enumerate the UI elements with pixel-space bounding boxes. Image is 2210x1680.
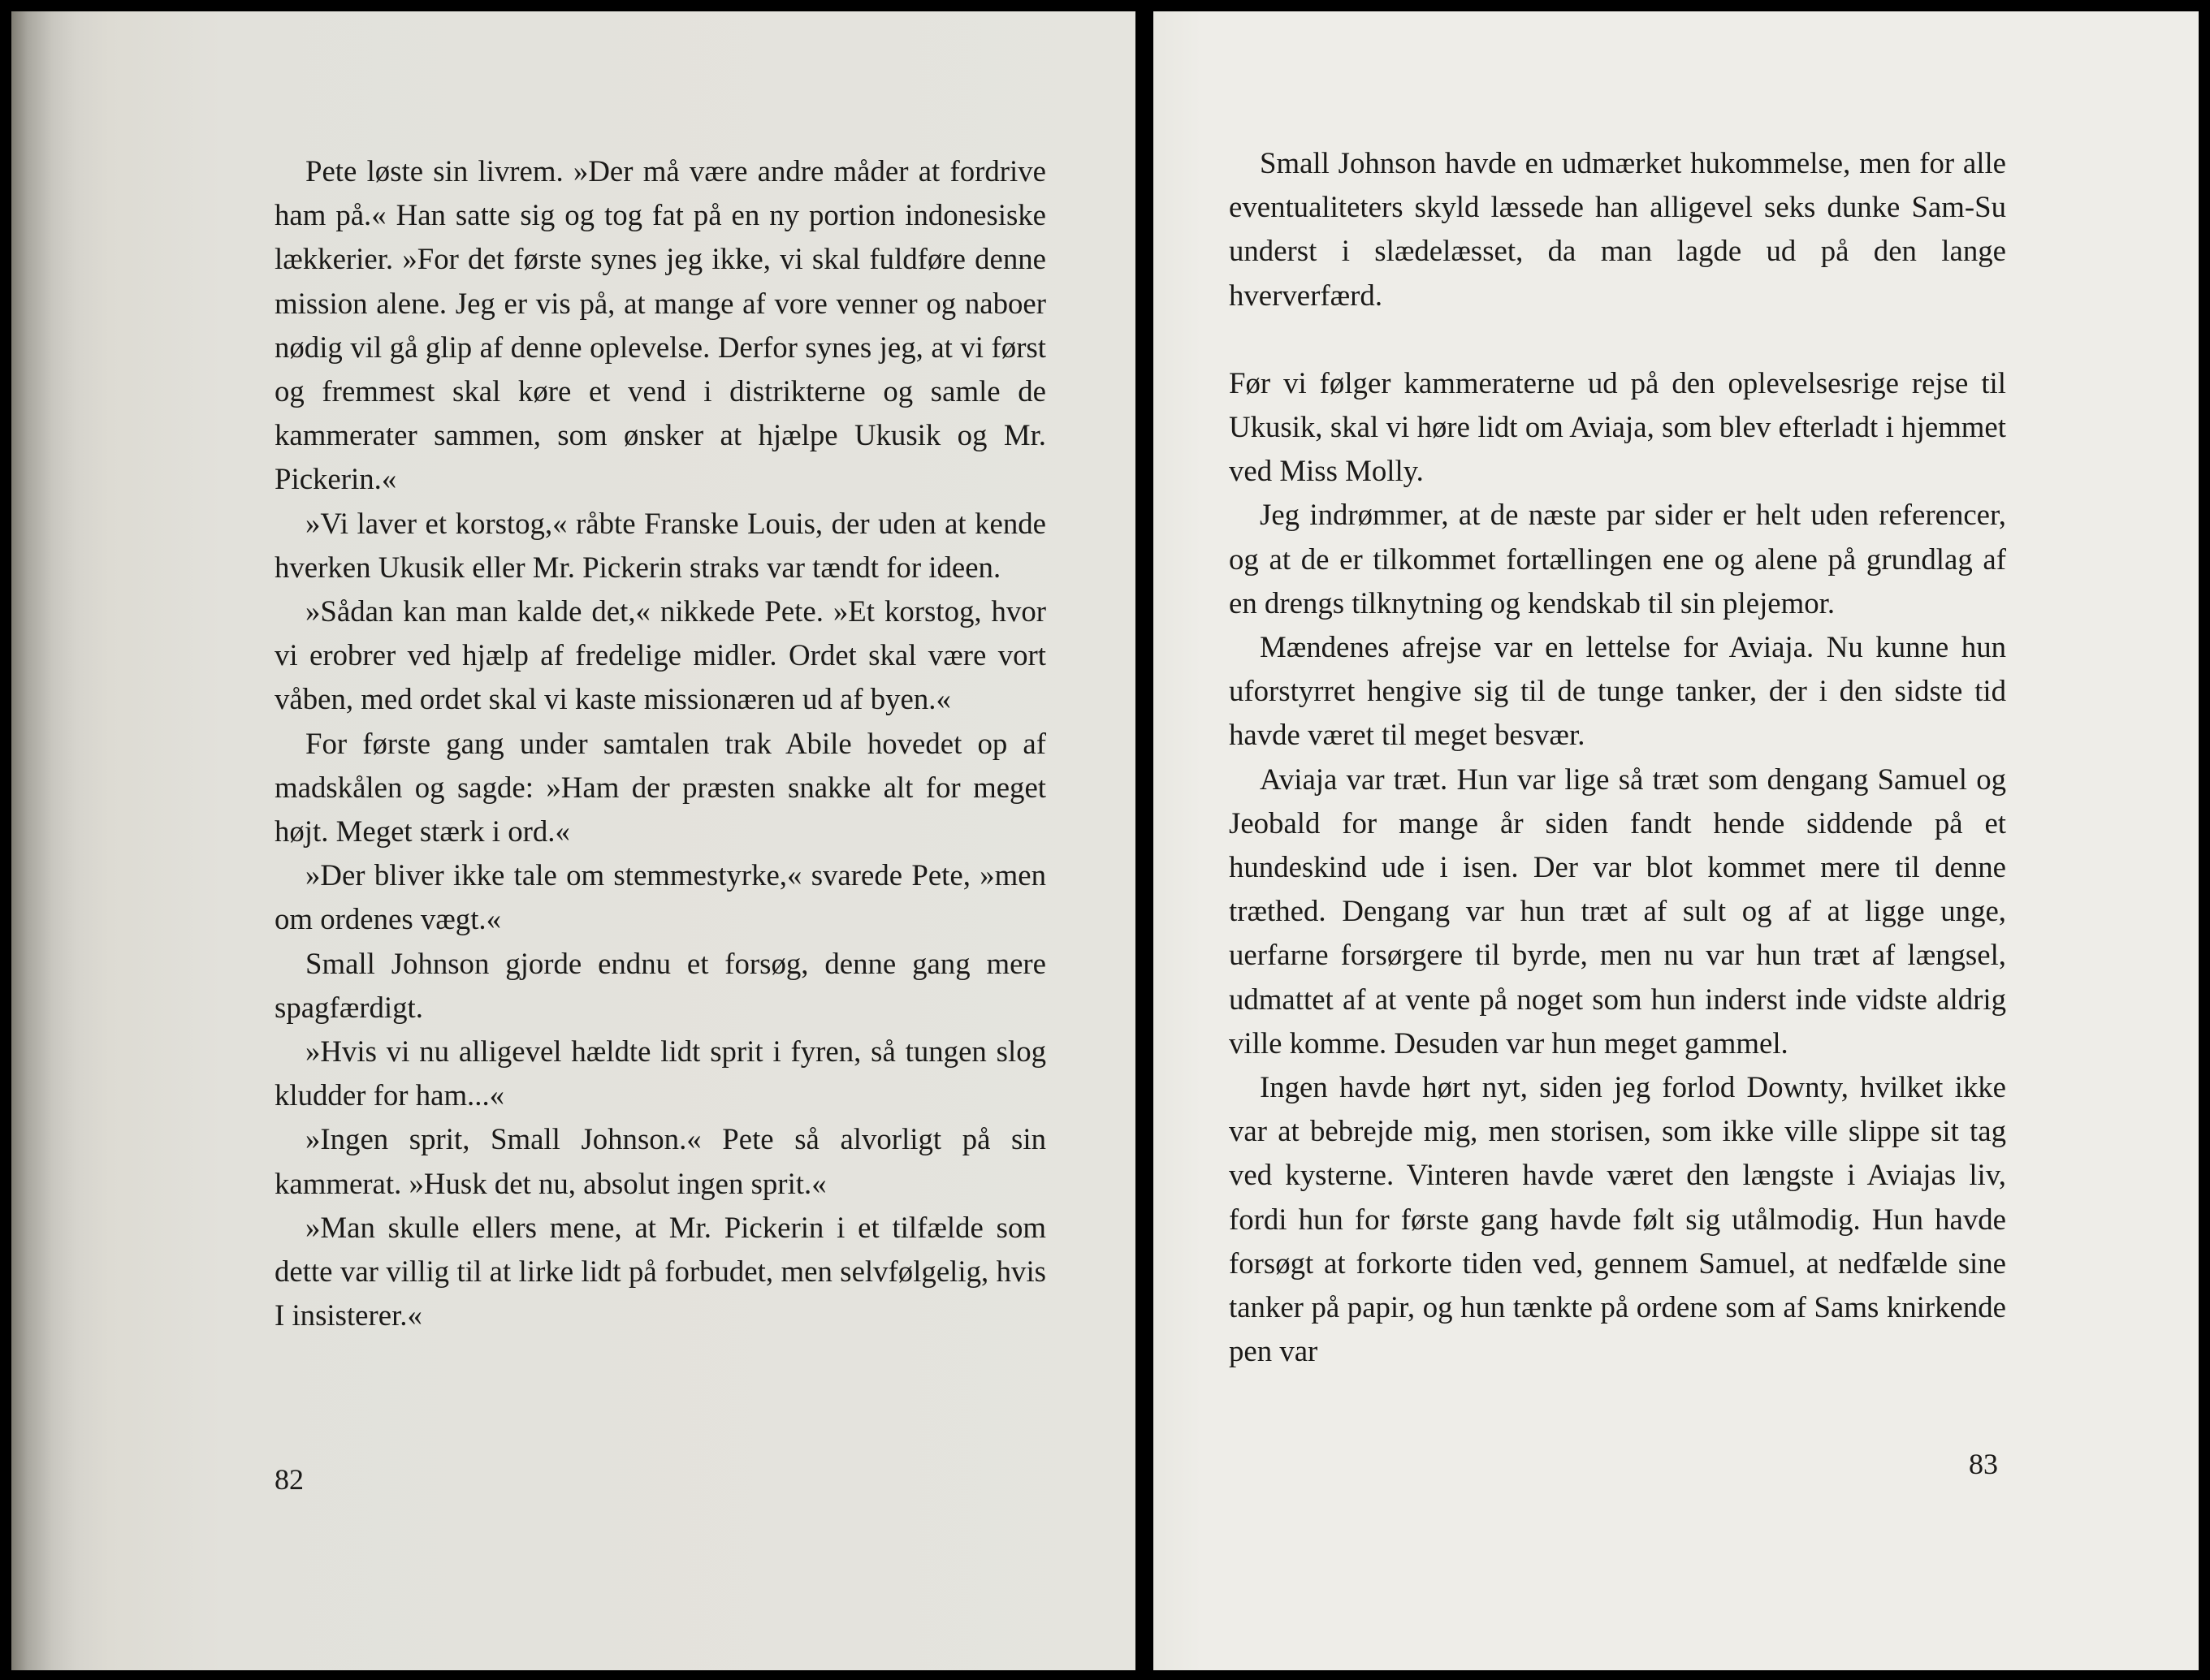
page-number-left: 82 bbox=[275, 1463, 304, 1496]
page-number-right: 83 bbox=[1969, 1448, 1998, 1480]
paragraph: Mændenes afrejse var en lettelse for Aviaja. Nu kunne hun uforstyrret hengive sig til de tunge tanker, der i den sidste tid havde været til meget besvær. bbox=[1229, 630, 2006, 752]
right-page-text bbox=[1229, 141, 2006, 1373]
paragraph: Jeg indrømmer, at de næste par sider er helt uden referencer, og at de er tilkommet fortællingen ene og alene på grundlag af en drengs tilknytning og kendskab til sin plejemor. bbox=[1229, 498, 2006, 620]
paragraph: »Man skulle ellers mene, at Mr. Pickerin i et tilfælde som dette var villig til at lirke lidt på forbudet, men selvfølgelig, hvis I insisterer.« bbox=[275, 1210, 1046, 1332]
left-page bbox=[11, 11, 1135, 1670]
left-page-text bbox=[275, 149, 1046, 1337]
right-page bbox=[1153, 11, 2199, 1670]
paragraph: »Ingen sprit, Small Johnson.« Pete så alvorligt på sin kammerat. »Husk det nu, absolut ingen sprit.« bbox=[275, 1122, 1046, 1200]
paragraph: Small Johnson havde en udmærket hukommelse, men for alle eventualiteters skyld læssede han alligevel seks dunke Sam-Su underst i slædelæsset, da man lagde ud på den lange hververfærd. bbox=[1229, 146, 2006, 312]
paragraph: »Vi laver et korstog,« råbte Franske Louis, der uden at kende hverken Ukusik eller Mr. Pickerin straks var tændt for ideen. bbox=[275, 506, 1046, 584]
paragraph: »Hvis vi nu alligevel hældte lidt sprit i fyren, så tungen slog kludder for ham...« bbox=[275, 1034, 1046, 1112]
paragraph: Pete løste sin livrem. »Der må være andre måder at fordrive ham på.« Han satte sig og tog fat på en ny portion indonesiske lækkerier. »For det første synes jeg ikke, vi skal fuldføre denne mission alene. Jeg er vis på, at mange af vore venner og naboer nødig vil gå glip af denne oplevelse. Derfor synes jeg, at vi først og fremmest skal køre et vend i distrikterne og samle de kammerater sammen, som ønsker at hjælpe Ukusik og Mr. Pickerin.« bbox=[275, 154, 1046, 496]
paragraph: Small Johnson gjorde endnu et forsøg, denne gang mere spagfærdigt. bbox=[275, 946, 1046, 1024]
paragraph: »Der bliver ikke tale om stemmestyrke,« svarede Pete, »men om ordenes vægt.« bbox=[275, 858, 1046, 936]
paragraph: Før vi følger kammeraterne ud på den oplevelsesrige rejse til Ukusik, skal vi høre lidt om Aviaja, som blev efterladt i hjemmet ved Miss Molly. bbox=[1229, 365, 2006, 488]
paragraph: Aviaja var træt. Hun var lige så træt som dengang Samuel og Jeobald for mange år siden fandt hende siddende på et hundeskind ude i isen. Der var blot kommet mere til denne træthed. Dengang var hun træt af sult og af at ligge unge, uerfarne forsørgere til byrde, men nu var hun træt af længsel, udmattet af at vente på noget som hun inderst inde vidste aldrig ville komme. Desuden var hun meget gammel. bbox=[1229, 762, 2006, 1060]
paragraph: Ingen havde hørt nyt, siden jeg forlod Downty, hvilket ikke var at bebrejde mig, men storisen, som ikke ville slippe sit tag ved kysterne. Vinteren havde været den længste i Aviajas liv, fordi hun for første gang havde følt sig utålmodig. Hun havde forsøgt at forkorte tiden ved, gennem Samuel, at nedfælde sine tanker på papir, og hun tænkte på ordene som af Sams knirkende pen var bbox=[1229, 1070, 2006, 1368]
paragraph: »Sådan kan man kalde det,« nikkede Pete. »Et korstog, hvor vi erobrer ved hjælp af fredelige midler. Ordet skal være vort våben, med ordet skal vi kaste missionæren ud af byen.« bbox=[275, 594, 1046, 716]
paragraph: For første gang under samtalen trak Abile hovedet op af madskålen og sagde: »Ham der præsten snakke alt for meget højt. Meget stærk i ord.« bbox=[275, 726, 1046, 849]
